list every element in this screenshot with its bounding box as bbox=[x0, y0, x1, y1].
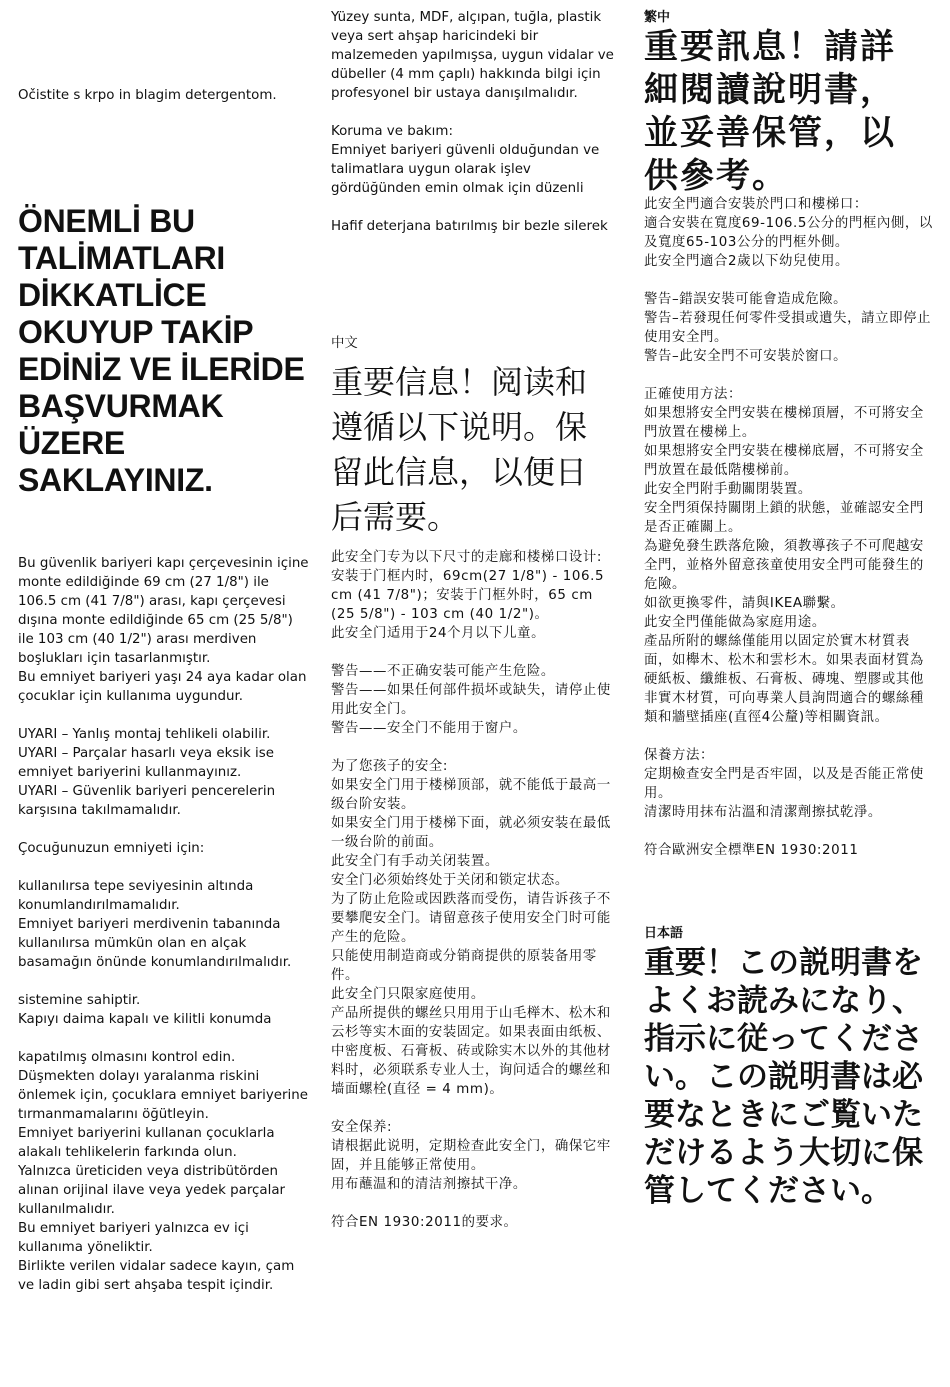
turkish-heading: ÖNEMLİ BU TALİMATLARI DİKKATLİCE OKUYUP TAKİP EDİNİZ VE İLERİDE BAŞVURMAK ÜZERE SAKLAYINIZ. bbox=[18, 203, 305, 498]
japanese-heading: 重要！この説明書をよくお読みになり、指示に従ってください。この説明書は必要なときにご覧いただけるよう大切に保管してください。 bbox=[644, 945, 923, 1209]
slovenian-care-line: Očistite s krpo in blagim detergentom. bbox=[18, 88, 277, 103]
chinese-simplified-body: 此安全门专为以下尺寸的走廊和楼梯口设计: 安装于门框内时，69cm(27 1/8") - 106.5 cm (41 7/8")；安装于门框外时，65 cm (25 5/8") - 103 cm (40 1/2")。 此安全门适用于24个月以下儿童。 警告——不正确安装可能产生危险。 警告——如果任何部件损坏或缺失，请停止使用此安全门。 警告——安全门不能用于窗户。 为了您孩子的安全: 如果安全门用于楼梯顶部，就不能低于最高一级台阶安装。 如果安全门用于楼梯下面，就必须安装在最低一级台阶的前面。 此安全门有手动关闭装置。 安全门必须始终处于关闭和锁定状态。 为了防止危险或因跌落而受伤，请告诉孩子不要攀爬安全门。请留意孩子使用安全门时可能产生的危险。 只能使用制造商或分销商提供的原装备用零件。 此安全门只限家庭使用。 产品所提供的螺丝只用用于山毛榉木、松木和云杉等实木面的安装固定。如果表面由纸板、中密度板、石膏板、砖或除实木以外的其他材料时，必须联系专业人士，询问适合的螺丝和墙面螺栓(直径 = 4 mm)。 安全保养: 请根据此说明，定期检查此安全门，确保它牢固，并且能够正常使用。 用布蘸温和的清洁剂擦拭干净。 符合EN 1930:2011的要求。 bbox=[331, 550, 611, 1230]
japanese-label: 日本語 bbox=[644, 926, 684, 941]
turkish-body-continued: Yüzey sunta, MDF, alçıpan, tuğla, plastik veya sert ahşap haricindeki bir malzemeden yapılmışsa, uygun vidalar ve dübeller (4 mm çaplı) hakkında bilgi için profesyonel bir ustaya danışılmalıdır. Koruma ve bakım: Emniyet bariyeri güvenli olduğundan ve talimatlara uygun olarak işlev gördüğünden emin olmak için düzenli Hafif deterjana batırılmış bir bezle silerek bbox=[331, 10, 614, 234]
turkish-body: Bu güvenlik bariyeri kapı çerçevesinin içine monte edildiğinde 69 cm (27 1/8") ile 106.5 cm (41 7/8") arası, kapı çerçevesi dışına monte edildiğinde 65 cm (25 5/8") ile 103 cm (40 1/2") arası merdiven boşlukları için tasarlanmıştır. Bu emniyet bariyeri yaşı 24 aya kadar olan çocuklar için kullanıma uygundur. UYARI – Yanlış montaj tehlikeli olabilir. UYARI – Parçalar hasarlı veya eksik ise emniyet bariyerini kullanmayınız. UYARI – Güvenlik bariyeri pencerelerin karşısına takılmamalıdır. Çocuğunuzun emniyeti için: kullanılırsa tepe seviyesinin altında konumlandırılmamalıdır. Emniyet bariyeri merdivenin tabanında kullanılırsa mümkün olan en alçak basamağın önünde konumlandırılmalıdır. sistemine sahiptir. Kapıyı daima kapalı ve kilitli konumda kapatılmış olmasını kontrol edin. Düşmekten dolayı yaralanma riskini önlemek için, çocuklara emniyet bariyerine tırmanmamalarını öğütleyin. Emniyet bariyerini kullanan çocuklarla alakalı tehlikelerin farkında olun. Yalnızca üreticiden veya distribütörden alınan orijinal ilave veya yedek parçalar kullanılmalıdır. Bu emniyet bariyeri yalnızca ev içi kullanıma yöneliktir. Birlikte verilen vidalar sadece kayın, çam ve ladin gibi sert ahşaba tespit içindir. bbox=[18, 556, 309, 1293]
chinese-simplified-label: 中文 bbox=[331, 336, 358, 351]
chinese-simplified-heading: 重要信息！阅读和遵循以下说明。保留此信息，以便日后需要。 bbox=[331, 363, 588, 536]
chinese-traditional-label: 繁中 bbox=[644, 10, 671, 25]
chinese-traditional-body: 此安全門適合安裝於門口和樓梯口： 適合安裝在寬度69-106.5公分的門框內側，以及寬度65-103公分的門框外側。 此安全門適合2歲以下幼兒使用。 警告–錯誤安裝可能會造成危險。 警告–若發現任何零件受損或遺失，請立即停止使用安全門。 警告–此安全門不可安裝於窗口。 正確使用方法： 如果想將安全門安裝在樓梯頂層，不可將安全門放置在樓梯上。 如果想將安全門安裝在樓梯底層，不可將安全門放置在最低階樓梯前。 此安全門附手動關閉裝置。 安全門須保持關閉上鎖的狀態，並確認安全門是否正確關上。 為避免發生跌落危險，須教導孩子不可爬越安全門，並格外留意孩童使用安全門可能發生的危險。 如欲更換零件，請與IKEA聯繫。 此安全門僅能做為家庭用途。 產品所附的螺絲僅能用以固定於實木材質表面，如櫸木、松木和雲杉木。如果表面材質為硬紙板、纖維板、石膏板、磚塊、塑膠或其他非實木材質，可向專業人員詢問適合的螺絲種類和牆壁插座(直徑4公釐)等相關資訊。 保養方法： 定期檢查安全門是否牢固，以及是否能正常使用。 清潔時用抹布沾溫和清潔劑擦拭乾淨。 符合歐洲安全標準EN 1930:2011 bbox=[644, 197, 933, 858]
chinese-traditional-heading: 重要訊息！請詳細閱讀說明書，並妥善保管，以供參考。 bbox=[644, 27, 896, 196]
